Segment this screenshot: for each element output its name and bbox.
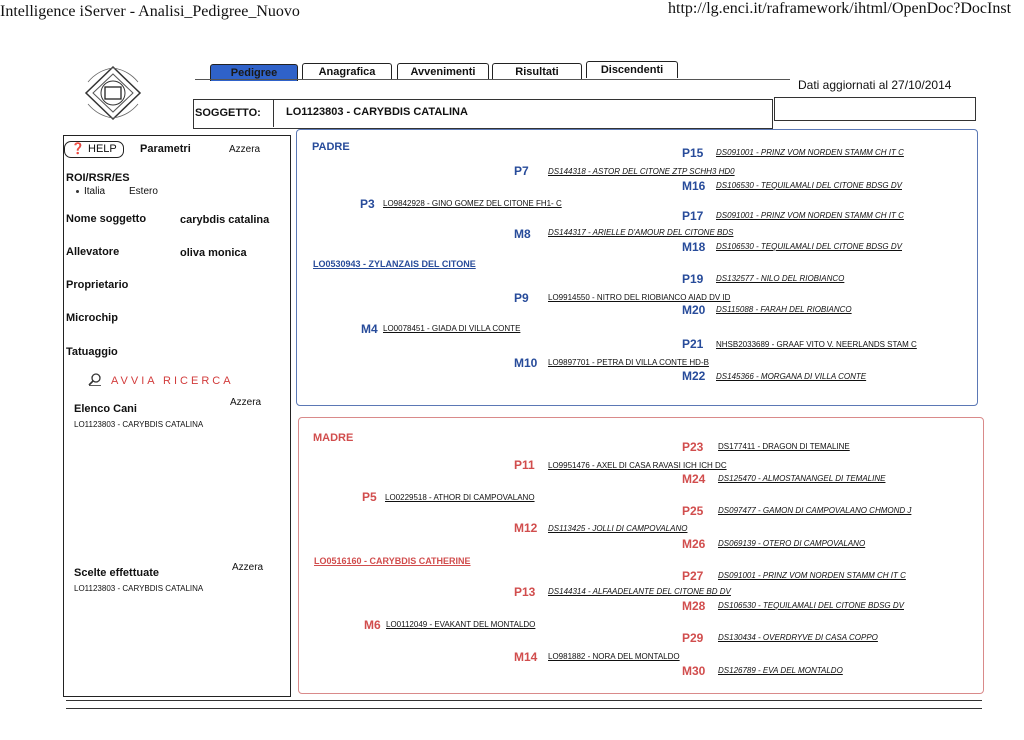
code-m30: M30 (682, 664, 706, 678)
code-p5: P5 (362, 490, 377, 504)
subject-separator (273, 100, 274, 127)
subject-value: LO1123803 - CARYBDIS CATALINA (286, 106, 468, 118)
tab-anagrafica[interactable]: Anagrafica (302, 63, 392, 80)
code-p25: P25 (682, 504, 704, 518)
dog-m30[interactable]: DS126789 - EVA DEL MONTALDO (718, 666, 843, 675)
tab-risultati[interactable]: Risultati (492, 63, 582, 80)
subject-bar (193, 99, 773, 129)
radio-estero-label[interactable]: Estero (129, 186, 158, 197)
code-m22: M22 (682, 369, 706, 383)
help-label: HELP (88, 143, 117, 155)
dog-m18[interactable]: DS106530 - TEQUILAMALI DEL CITONE BDSG DV (716, 242, 902, 251)
dog-p7[interactable]: DS144318 - ASTOR DEL CITONE ZTP SCHH3 HD0 (548, 167, 735, 176)
subject-label: SOGGETTO: (195, 107, 261, 119)
dog-m26[interactable]: DS069139 - OTERO DI CAMPOVALANO (718, 539, 866, 548)
tab-pedigree[interactable]: Pedigree (210, 64, 298, 81)
footer-rule-top (66, 700, 982, 701)
dog-p21[interactable]: NHSB2033689 - GRAAF VITO V. NEERLANDS STAM C (716, 340, 917, 349)
footer-rule-bottom (66, 708, 982, 709)
code-p7: P7 (514, 164, 529, 178)
dog-m4[interactable]: LO0078451 - GIADA DI VILLA CONTE (383, 324, 521, 333)
tab-avvenimenti[interactable]: Avvenimenti (397, 63, 489, 80)
code-m28: M28 (682, 599, 706, 613)
code-m4: M4 (361, 322, 378, 336)
dog-p29[interactable]: DS130434 - OVERDRYVE DI CASA COPPO (718, 633, 878, 642)
dog-m24[interactable]: DS125470 - ALMOSTANANGEL DI TEMALINE (718, 474, 886, 483)
params-title: Parametri (140, 143, 191, 155)
dog-m6[interactable]: LO0112049 - EVAKANT DEL MONTALDO (386, 620, 536, 629)
dog-p19[interactable]: DS132577 - NILO DEL RIOBIANCO (716, 274, 845, 283)
field-value-nome[interactable]: carybdis catalina (180, 214, 270, 226)
window-title: Intelligence iServer - Analisi_Pedigree_Nuovo (0, 3, 300, 20)
dog-m8[interactable]: DS144317 - ARIELLE D'AMOUR DEL CITONE BDS (548, 228, 734, 237)
magnifier-icon[interactable] (88, 373, 102, 386)
radio-italia[interactable] (76, 190, 79, 193)
code-p11: P11 (514, 458, 535, 472)
dog-list-item[interactable]: LO1123803 - CARYBDIS CATALINA (74, 420, 204, 429)
code-p27: P27 (682, 569, 704, 583)
code-m10: M10 (514, 356, 538, 370)
dog-m12[interactable]: DS113425 - JOLLI DI CAMPOVALANO (548, 524, 688, 533)
roi-label: ROI/RSR/ES (66, 172, 130, 184)
code-m14: M14 (514, 650, 538, 664)
sire-title: PADRE (312, 141, 350, 153)
code-m12: M12 (514, 521, 538, 535)
subject-aux-box (774, 97, 976, 121)
dog-p17[interactable]: DS091001 - PRINZ VOM NORDEN STAMM CH IT C (716, 211, 904, 220)
field-label-nome: Nome soggetto (66, 213, 147, 225)
field-value-allevatore[interactable]: oliva monica (180, 247, 247, 259)
code-p13: P13 (514, 585, 536, 599)
code-p17: P17 (682, 209, 704, 223)
choices-item[interactable]: LO1123803 - CARYBDIS CATALINA (74, 584, 204, 593)
field-label-tatuaggio: Tatuaggio (66, 346, 118, 358)
sire-link[interactable]: LO0530943 - ZYLANZAIS DEL CITONE (313, 259, 476, 269)
dog-m16[interactable]: DS106530 - TEQUILAMALI DEL CITONE BDSG DV (716, 181, 902, 190)
dog-p9[interactable]: LO9914550 - NITRO DEL RIOBIANCO AIAD DV ID (548, 293, 731, 302)
code-p15: P15 (682, 146, 704, 160)
code-m24: M24 (682, 472, 706, 486)
code-p21: P21 (682, 337, 704, 351)
code-p9: P9 (514, 291, 529, 305)
dam-title: MADRE (313, 432, 354, 444)
choices-reset-link[interactable]: Azzera (232, 562, 264, 573)
dog-p5[interactable]: LO0229518 - ATHOR DI CAMPOVALANO (385, 493, 535, 502)
code-m6: M6 (364, 618, 381, 632)
tab-bar-line (195, 79, 790, 80)
dog-list-title: Elenco Cani (74, 403, 137, 415)
code-p23: P23 (682, 440, 704, 454)
dog-m14[interactable]: LO981882 - NORA DEL MONTALDO (548, 652, 680, 661)
radio-italia-label: Italia (84, 186, 106, 197)
last-updated: Dati aggiornati al 27/10/2014 (798, 78, 952, 92)
enci-logo (80, 64, 146, 122)
help-icon: ❓ (71, 143, 85, 155)
code-m16: M16 (682, 179, 706, 193)
dog-m22[interactable]: DS145366 - MORGANA DI VILLA CONTE (716, 372, 867, 381)
dog-list-reset-link[interactable]: Azzera (230, 397, 262, 408)
dog-p11[interactable]: LO9951476 - AXEL DI CASA RAVASI ICH ICH DC (548, 461, 727, 470)
code-m8: M8 (514, 227, 531, 241)
params-reset-link[interactable]: Azzera (229, 144, 261, 155)
field-label-proprietario: Proprietario (66, 279, 129, 291)
dog-p27[interactable]: DS091001 - PRINZ VOM NORDEN STAMM CH IT C (718, 571, 906, 580)
dog-m20[interactable]: DS115088 - FARAH DEL RIOBIANCO (716, 305, 852, 314)
dog-p15[interactable]: DS091001 - PRINZ VOM NORDEN STAMM CH IT C (716, 148, 904, 157)
choices-title: Scelte effettuate (74, 567, 159, 579)
field-label-microchip: Microchip (66, 312, 118, 324)
dog-m10[interactable]: LO9897701 - PETRA DI VILLA CONTE HD-B (548, 358, 709, 367)
dog-p23[interactable]: DS177411 - DRAGON DI TEMALINE (718, 442, 850, 451)
code-m26: M26 (682, 537, 706, 551)
code-p3: P3 (360, 197, 375, 211)
dog-m28[interactable]: DS106530 - TEQUILAMALI DEL CITONE BDSG DV (718, 601, 904, 610)
dog-p13[interactable]: DS144314 - ALFAADELANTE DEL CITONE BD DV (548, 587, 731, 596)
dog-p3[interactable]: LO9842928 - GINO GOMEZ DEL CITONE FH1- C (383, 199, 562, 208)
start-search-link[interactable]: AVVIA RICERCA (111, 375, 234, 387)
page-url: http://lg.enci.it/raframework/ihtml/OpenDoc?DocInst (668, 0, 1012, 17)
code-m18: M18 (682, 240, 706, 254)
code-p29: P29 (682, 631, 704, 645)
dam-link[interactable]: LO0516160 - CARYBDIS CATHERINE (314, 556, 471, 566)
code-p19: P19 (682, 272, 704, 286)
field-label-allevatore: Allevatore (66, 246, 120, 258)
code-m20: M20 (682, 303, 706, 317)
help-button[interactable] (64, 141, 124, 158)
tab-discendenti[interactable]: Discendenti (586, 61, 678, 78)
dog-p25[interactable]: DS097477 - GAMON DI CAMPOVALANO CHMOND J (718, 506, 912, 515)
